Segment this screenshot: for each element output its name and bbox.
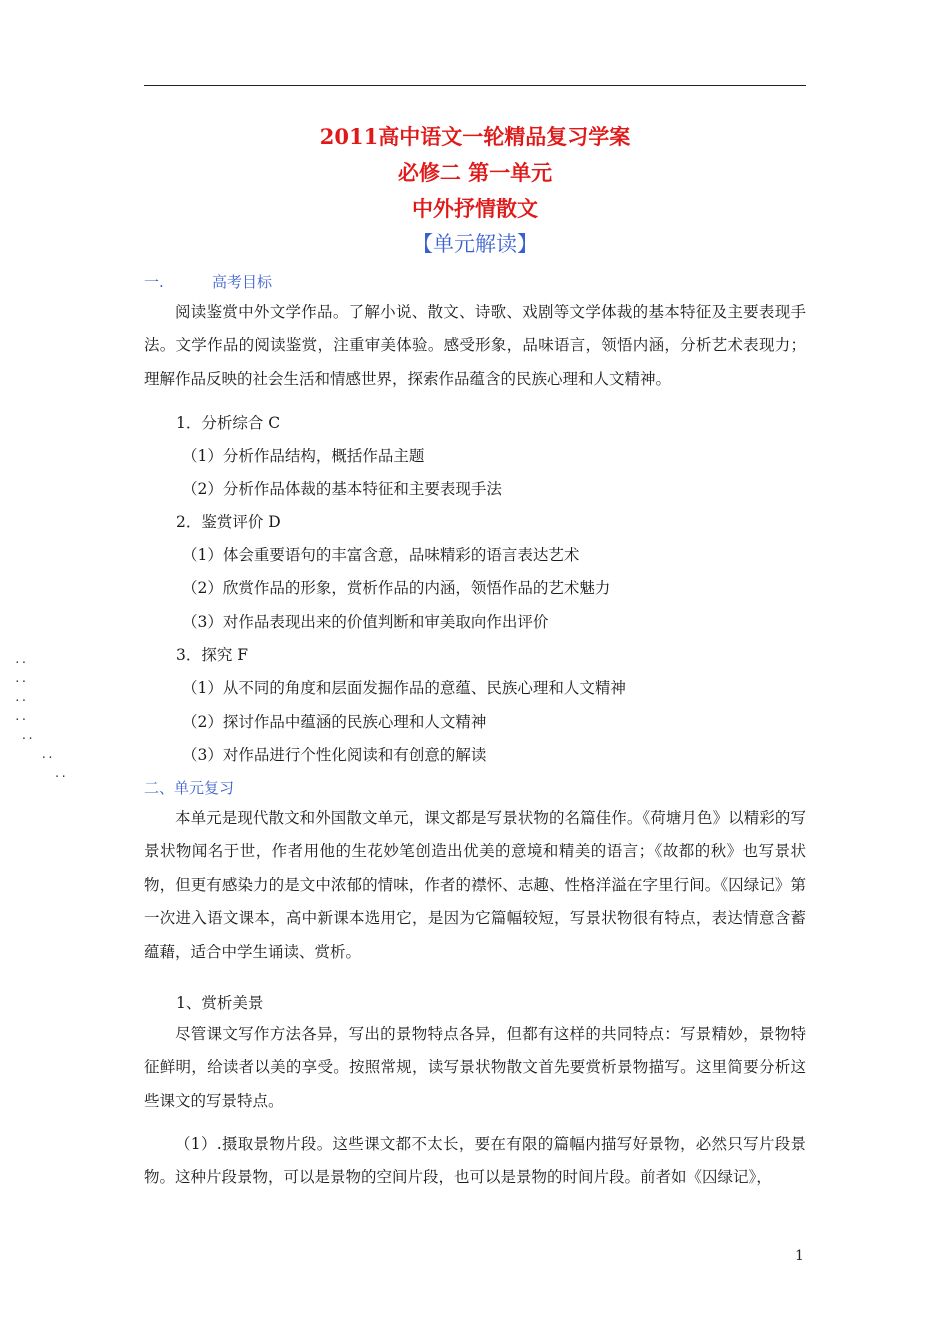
subheading-scenery: 1、赏析美景 [176, 994, 264, 1012]
scenery-paragraph: 尽管课文写作方法各异，写出的景物特点各异，但都有这样的共同特点：写景精妙，景物特征鲜明，给读者以美的享受。按照常规，读写景状物散文首先要赏析景物描写。这里简要分析这些课文的写景特点。 [144, 1025, 806, 1110]
goals-intro-paragraph: 阅读鉴赏中外文学作品。了解小说、散文、诗歌、戏剧等文学体裁的基本特征及主要表现手法。文学作品的阅读鉴赏，注重审美体验。感受形象，品味语言，领悟内涵，分析艺术表现力；理解作品反映的社会生活和情感世界，探索作品蕴含的民族心理和人文精神。 [144, 303, 806, 388]
list-item: （3）对作品进行个性化阅读和有创意的解读 [182, 746, 487, 764]
unit-heading: 【单元解读】 [412, 232, 538, 256]
list-item: 3．探究 F [176, 646, 249, 664]
list-item: （1）从不同的角度和层面发掘作品的意蕴、民族心理和人文精神 [182, 679, 626, 697]
page-number: 1 [795, 1248, 804, 1264]
section-number: 一. [144, 273, 164, 291]
list-item: （1）体会重要语句的丰富含意，品味精彩的语言表达艺术 [182, 546, 580, 564]
section-label: 高考目标 [212, 273, 273, 291]
document-title: 2011高中语文一轮精品复习学案 [319, 124, 631, 149]
list-item: （1）分析作品结构，概括作品主题 [182, 447, 425, 465]
section-heading-review: 二、单元复习 [144, 779, 235, 797]
list-item: 1．分析综合 C [176, 414, 281, 432]
review-paragraph: 本单元是现代散文和外国散文单元，课文都是写景状物的名篇佳作。《荷塘月色》以精彩的写景状物闻名于世，作者用他的生花妙笔创造出优美的意境和精美的语言；《故都的秋》也写景状物，但更有感染力的是文中浓郁的情味，作者的襟怀、志趣、性格洋溢在字里行间。《囚绿记》第一次进入语文课本，高中新课本选用它，是因为它篇幅较短，写景状物很有特点，表达情意含蓄蕴藉，适合中学生诵读、赏析。 [144, 809, 806, 961]
list-item: （2）探讨作品中蕴涵的民族心理和人文精神 [182, 713, 487, 731]
margin-marks: .. .. .. .. .. .. .. [14, 653, 67, 780]
fragment-paragraph: （1）.摄取景物片段。这些课文都不太长，要在有限的篇幅内描写好景物，必然只写片段景物。这种片段景物，可以是景物的空间片段，也可以是景物的时间片段。前者如《囚绿记》， [144, 1135, 806, 1187]
list-item: （2）分析作品体裁的基本特征和主要表现手法 [182, 480, 502, 498]
document-subtitle-module: 必修二 第一单元 [397, 160, 553, 185]
header-rule [144, 85, 806, 86]
document-subtitle-topic: 中外抒情散文 [412, 196, 538, 221]
list-item: 2．鉴赏评价 D [176, 513, 281, 531]
list-item: （2）欣赏作品的形象，赏析作品的内涵，领悟作品的艺术魅力 [182, 579, 611, 597]
section-heading-goals [144, 272, 272, 292]
list-item: （3）对作品表现出来的价值判断和审美取向作出评价 [182, 613, 549, 631]
